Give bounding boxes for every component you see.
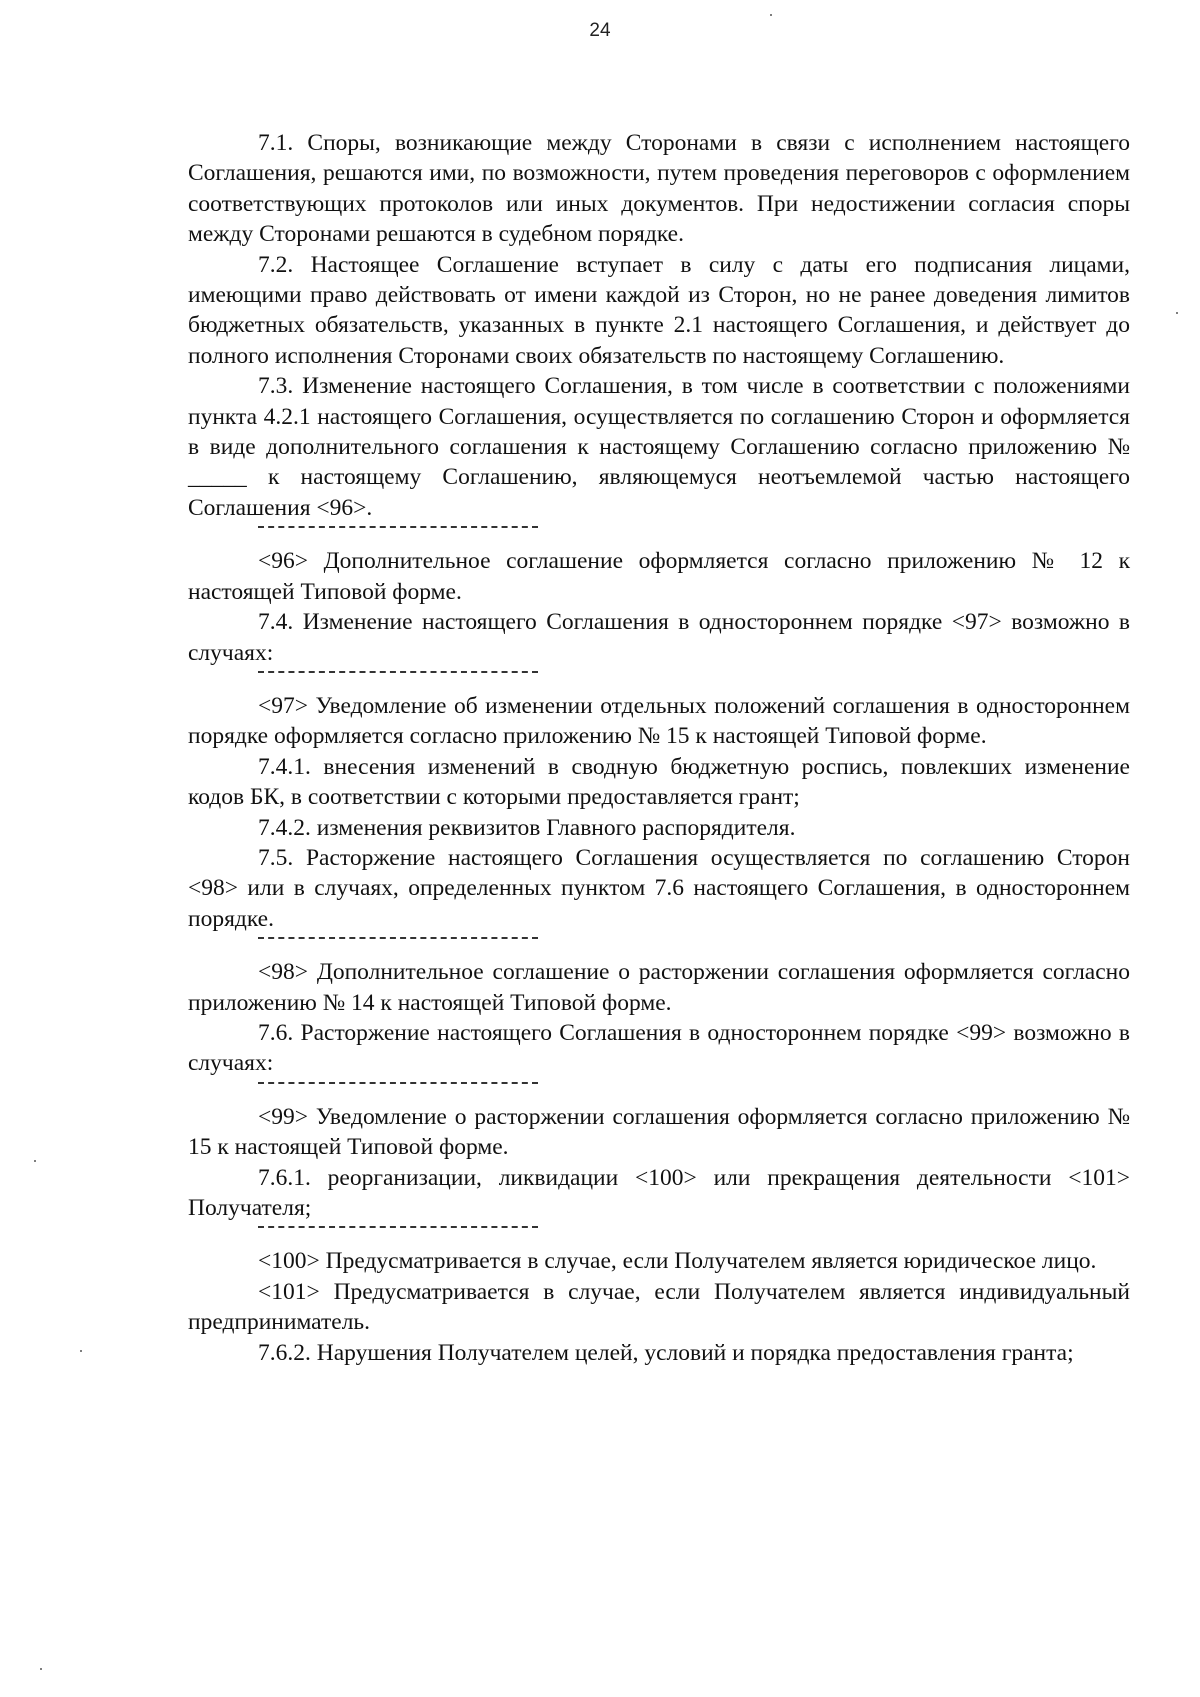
section-7-2: 7.2. Настоящее Соглашение вступает в силу с даты его подписания лицами, имеющими право действовать от имени каждой из Сторон, но не ранее доведения лимитов бюджетных обязательств, указанных в пункте 2.1 настоящего Соглашения, и действует до полного исполнения Сторонами своих обязательств по настоящему Соглашению. — [188, 251, 1130, 369]
footnote-100: <100> Предусматривается в случае, если Получателем является юридическое лицо. — [258, 1248, 1097, 1275]
section-7-4-1: 7.4.1. внесения изменений в сводную бюджетную роспись, повлекших изменение кодов БК, в соответствии с которыми предоставляется грант; — [188, 753, 1130, 811]
section-7-6: 7.6. Расторжение настоящего Соглашения в одностороннем порядке <99> возможно в случаях: — [188, 1019, 1130, 1077]
scan-speck — [80, 1350, 82, 1352]
scan-speck — [34, 1160, 36, 1162]
footnote-98: <98> Дополнительное соглашение о расторжении соглашения оформляется согласно приложению № 14 к настоящей Типовой форме. — [188, 959, 1130, 1016]
scan-speck — [40, 1668, 42, 1670]
footnote-101: <101> Предусматривается в случае, если Получателем является индивидуальный предприниматель. — [188, 1278, 1130, 1336]
footnote-separator — [258, 526, 538, 528]
section-7-5: 7.5. Расторжение настоящего Соглашения осуществляется по соглашению Сторон <98> или в случаях, определенных пунктом 7.6 настоящего Соглашения, в одностороннем порядке. — [188, 844, 1130, 932]
section-7-1: 7.1. Споры, возникающие между Сторонами в связи с исполнением настоящего Соглашения, решаются ими, по возможности, путем проведения переговоров с оформлением соответствующих протоколов или иных документов. При недостижении согласия споры между Сторонами решаются в судебном порядке. — [188, 130, 1130, 248]
section-7-4-2: 7.4.2. изменения реквизитов Главного распорядителя. — [258, 814, 796, 841]
section-7-4: 7.4. Изменение настоящего Соглашения в одностороннем порядке <97> возможно в случаях: — [188, 609, 1130, 666]
section-7-6-1: 7.6.1. реорганизации, ликвидации <100> или прекращения деятельности <101> Получателя; — [188, 1164, 1130, 1221]
document-body — [188, 128, 1130, 1368]
section-7-6-2: 7.6.2. Нарушения Получателем целей, условий и порядка предоставления гранта; — [258, 1339, 1074, 1366]
footnote-separator — [258, 1082, 538, 1084]
section-7-3: 7.3. Изменение настоящего Соглашения, в том числе в соответствии с положениями пункта 4.2.1 настоящего Соглашения, осуществляется по соглашению Сторон и оформляется в виде дополнительного соглашения к настоящему Соглашению согласно приложению № _____ к настоящему Соглашению, являющемуся неотъемлемой частью настоящего Соглашения <96>. — [188, 373, 1130, 521]
footnote-99: <99> Уведомление о расторжении соглашения оформляется согласно приложению № 15 к настоящей Типовой форме. — [188, 1103, 1130, 1161]
footnote-96: <96> Дополнительное соглашение оформляется согласно приложению № 12 к настоящей Типовой форме. — [188, 548, 1130, 605]
scan-speck — [770, 14, 772, 16]
footnote-separator — [258, 937, 538, 939]
footnote-separator — [258, 1226, 538, 1228]
scan-speck — [1176, 312, 1178, 314]
page-number: 24 — [589, 20, 611, 41]
footnote-97: <97> Уведомление об изменении отдельных положений соглашения в одностороннем порядке оформляется согласно приложению № 15 к настоящей Типовой форме. — [188, 692, 1130, 750]
footnote-separator — [258, 671, 538, 673]
